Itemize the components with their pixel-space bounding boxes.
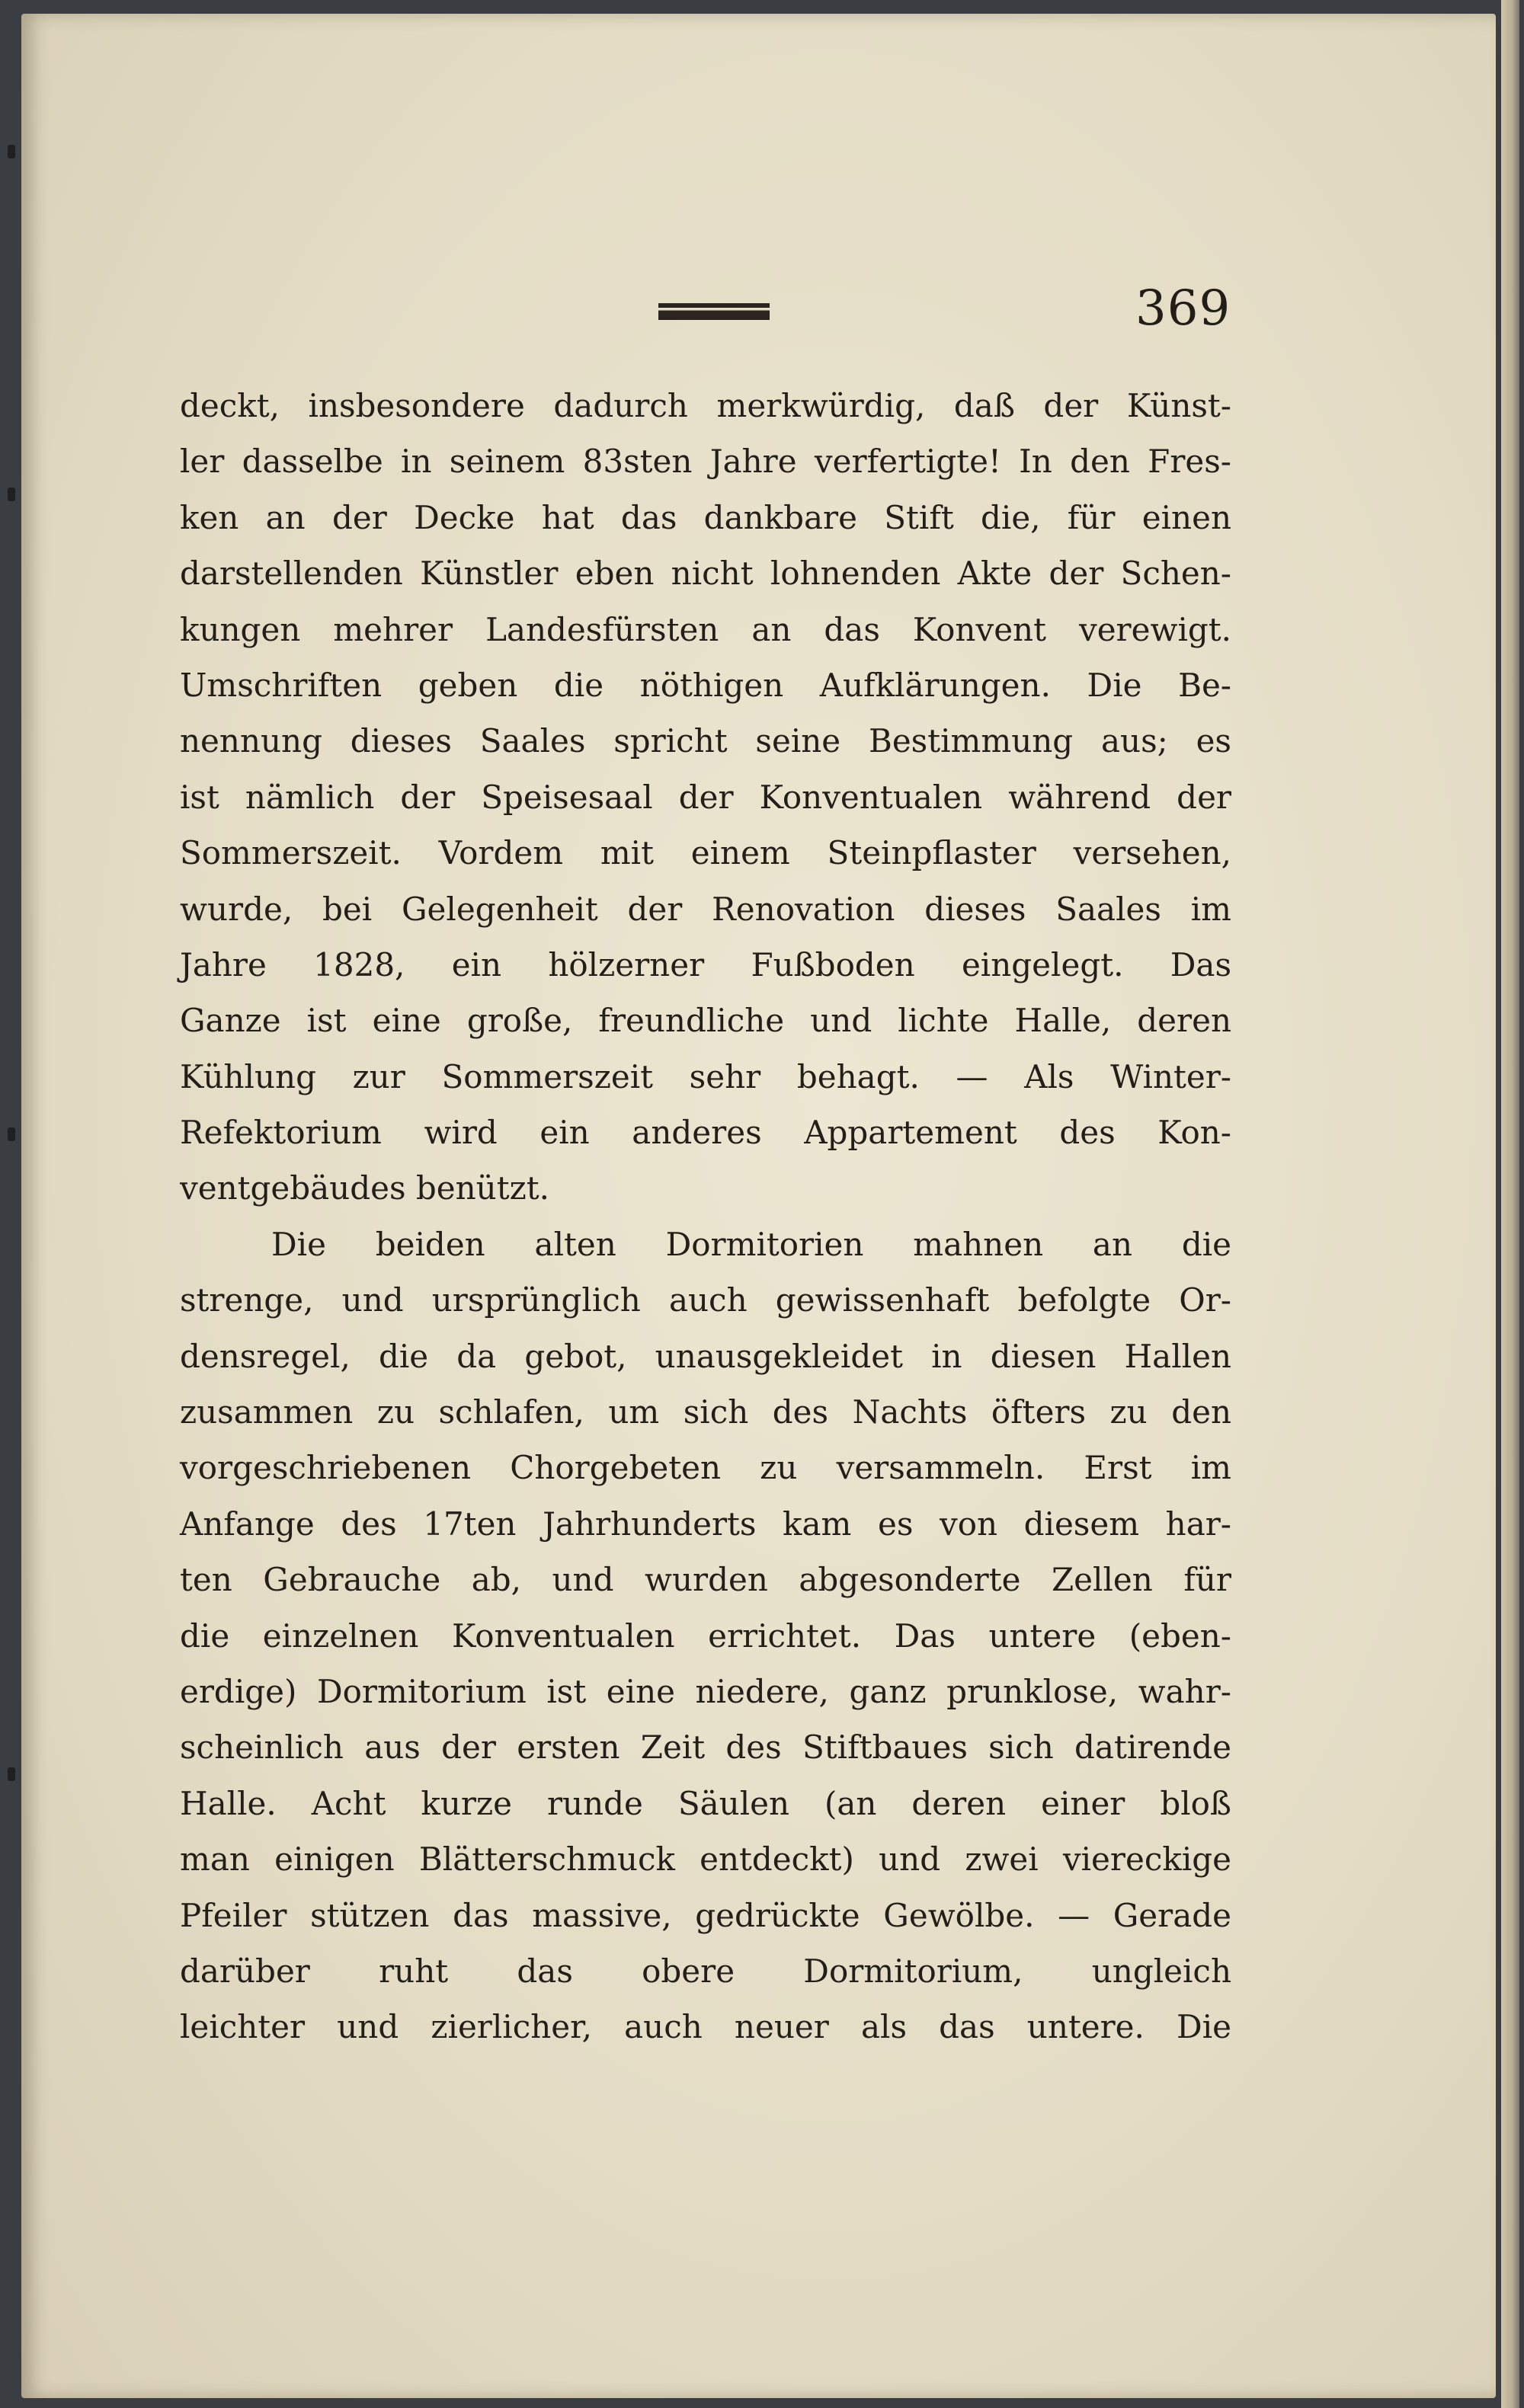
paragraph-2 <box>180 1217 1231 2055</box>
text-line: kungen mehrer Landesfürsten an das Konvent verewigt. <box>180 610 1231 648</box>
text-line: ist nämlich der Speisesaal der Konventualen während der <box>180 778 1231 816</box>
text-line: strenge, und ursprünglich auch gewissenhaft befolgte Or- <box>180 1281 1231 1319</box>
text-line: Pfeiler stützen das massive, gedrückte Gewölbe. — Gerade <box>180 1896 1231 1934</box>
text-line: die einzelnen Konventualen errichtet. Das untere (eben- <box>180 1617 1231 1655</box>
text-line: scheinlich aus der ersten Zeit des Stiftbaues sich datirende <box>180 1728 1231 1767</box>
body-text <box>180 378 1231 2055</box>
binding-mark <box>8 488 15 501</box>
text-line: Jahre 1828, ein hölzerner Fußboden eingelegt. Das <box>180 945 1231 983</box>
text-line: erdige) Dormitorium ist eine niedere, ganz prunklose, wahr- <box>180 1672 1231 1710</box>
page-number: 369 <box>1135 280 1231 337</box>
header-rule <box>658 303 770 320</box>
text-line: nennung dieses Saales spricht seine Bestimmung aus; es <box>180 722 1231 760</box>
binding-mark <box>8 1127 15 1141</box>
paragraph-1 <box>180 378 1231 1217</box>
text-line: Sommerszeit. Vordem mit einem Steinpflaster versehen, <box>180 834 1231 872</box>
text-line: zusammen zu schlafen, um sich des Nachts öfters zu den <box>180 1393 1231 1431</box>
text-line: wurde, bei Gelegenheit der Renovation dieses Saales im <box>180 890 1231 928</box>
text-line: densregel, die da gebot, unausgekleidet in diesen Hallen <box>180 1337 1231 1375</box>
text-line: Refektorium wird ein anderes Appartement des Kon- <box>180 1114 1231 1152</box>
text-line: ten Gebrauche ab, und wurden abgesonderte Zellen für <box>180 1561 1231 1599</box>
text-line: deckt, insbesondere dadurch merkwürdig, daß der Künst- <box>180 387 1231 424</box>
page-edge-right <box>1501 0 1519 2408</box>
text-line: Anfange des 17ten Jahrhunderts kam es von diesem har- <box>180 1505 1231 1543</box>
text-line: darstellenden Künstler eben nicht lohnenden Akte der Schen- <box>180 555 1231 593</box>
text-line: Kühlung zur Sommerszeit sehr behagt. — Als Winter- <box>180 1057 1231 1095</box>
text-line: leichter und zierlicher, auch neuer als das untere. Die <box>180 2008 1231 2046</box>
text-line: Umschriften geben die nöthigen Aufklärungen. Die Be- <box>180 666 1231 704</box>
text-line: Die beiden alten Dormitorien mahnen an die <box>271 1225 1231 1263</box>
text-line: Halle. Acht kurze runde Säulen (an deren einer bloß <box>180 1784 1231 1822</box>
text-line: ken an der Decke hat das dankbare Stift die, für einen <box>180 498 1231 536</box>
text-line: vorgeschriebenen Chorgebeten zu versammeln. Erst im <box>180 1449 1231 1487</box>
text-line: Ganze ist eine große, freundliche und lichte Halle, deren <box>180 1002 1231 1040</box>
text-line: ler dasselbe in seinem 83sten Jahre verfertigte! In den Fres- <box>180 443 1231 481</box>
binding-mark <box>8 145 15 158</box>
text-line: man einigen Blätterschmuck entdeckt) und zwei viereckige <box>180 1840 1231 1879</box>
text-line: darüber ruht das obere Dormitorium, ungleich <box>180 1952 1231 1990</box>
binding-mark <box>8 1767 15 1781</box>
text-line: ventgebäudes benützt. <box>180 1169 549 1207</box>
